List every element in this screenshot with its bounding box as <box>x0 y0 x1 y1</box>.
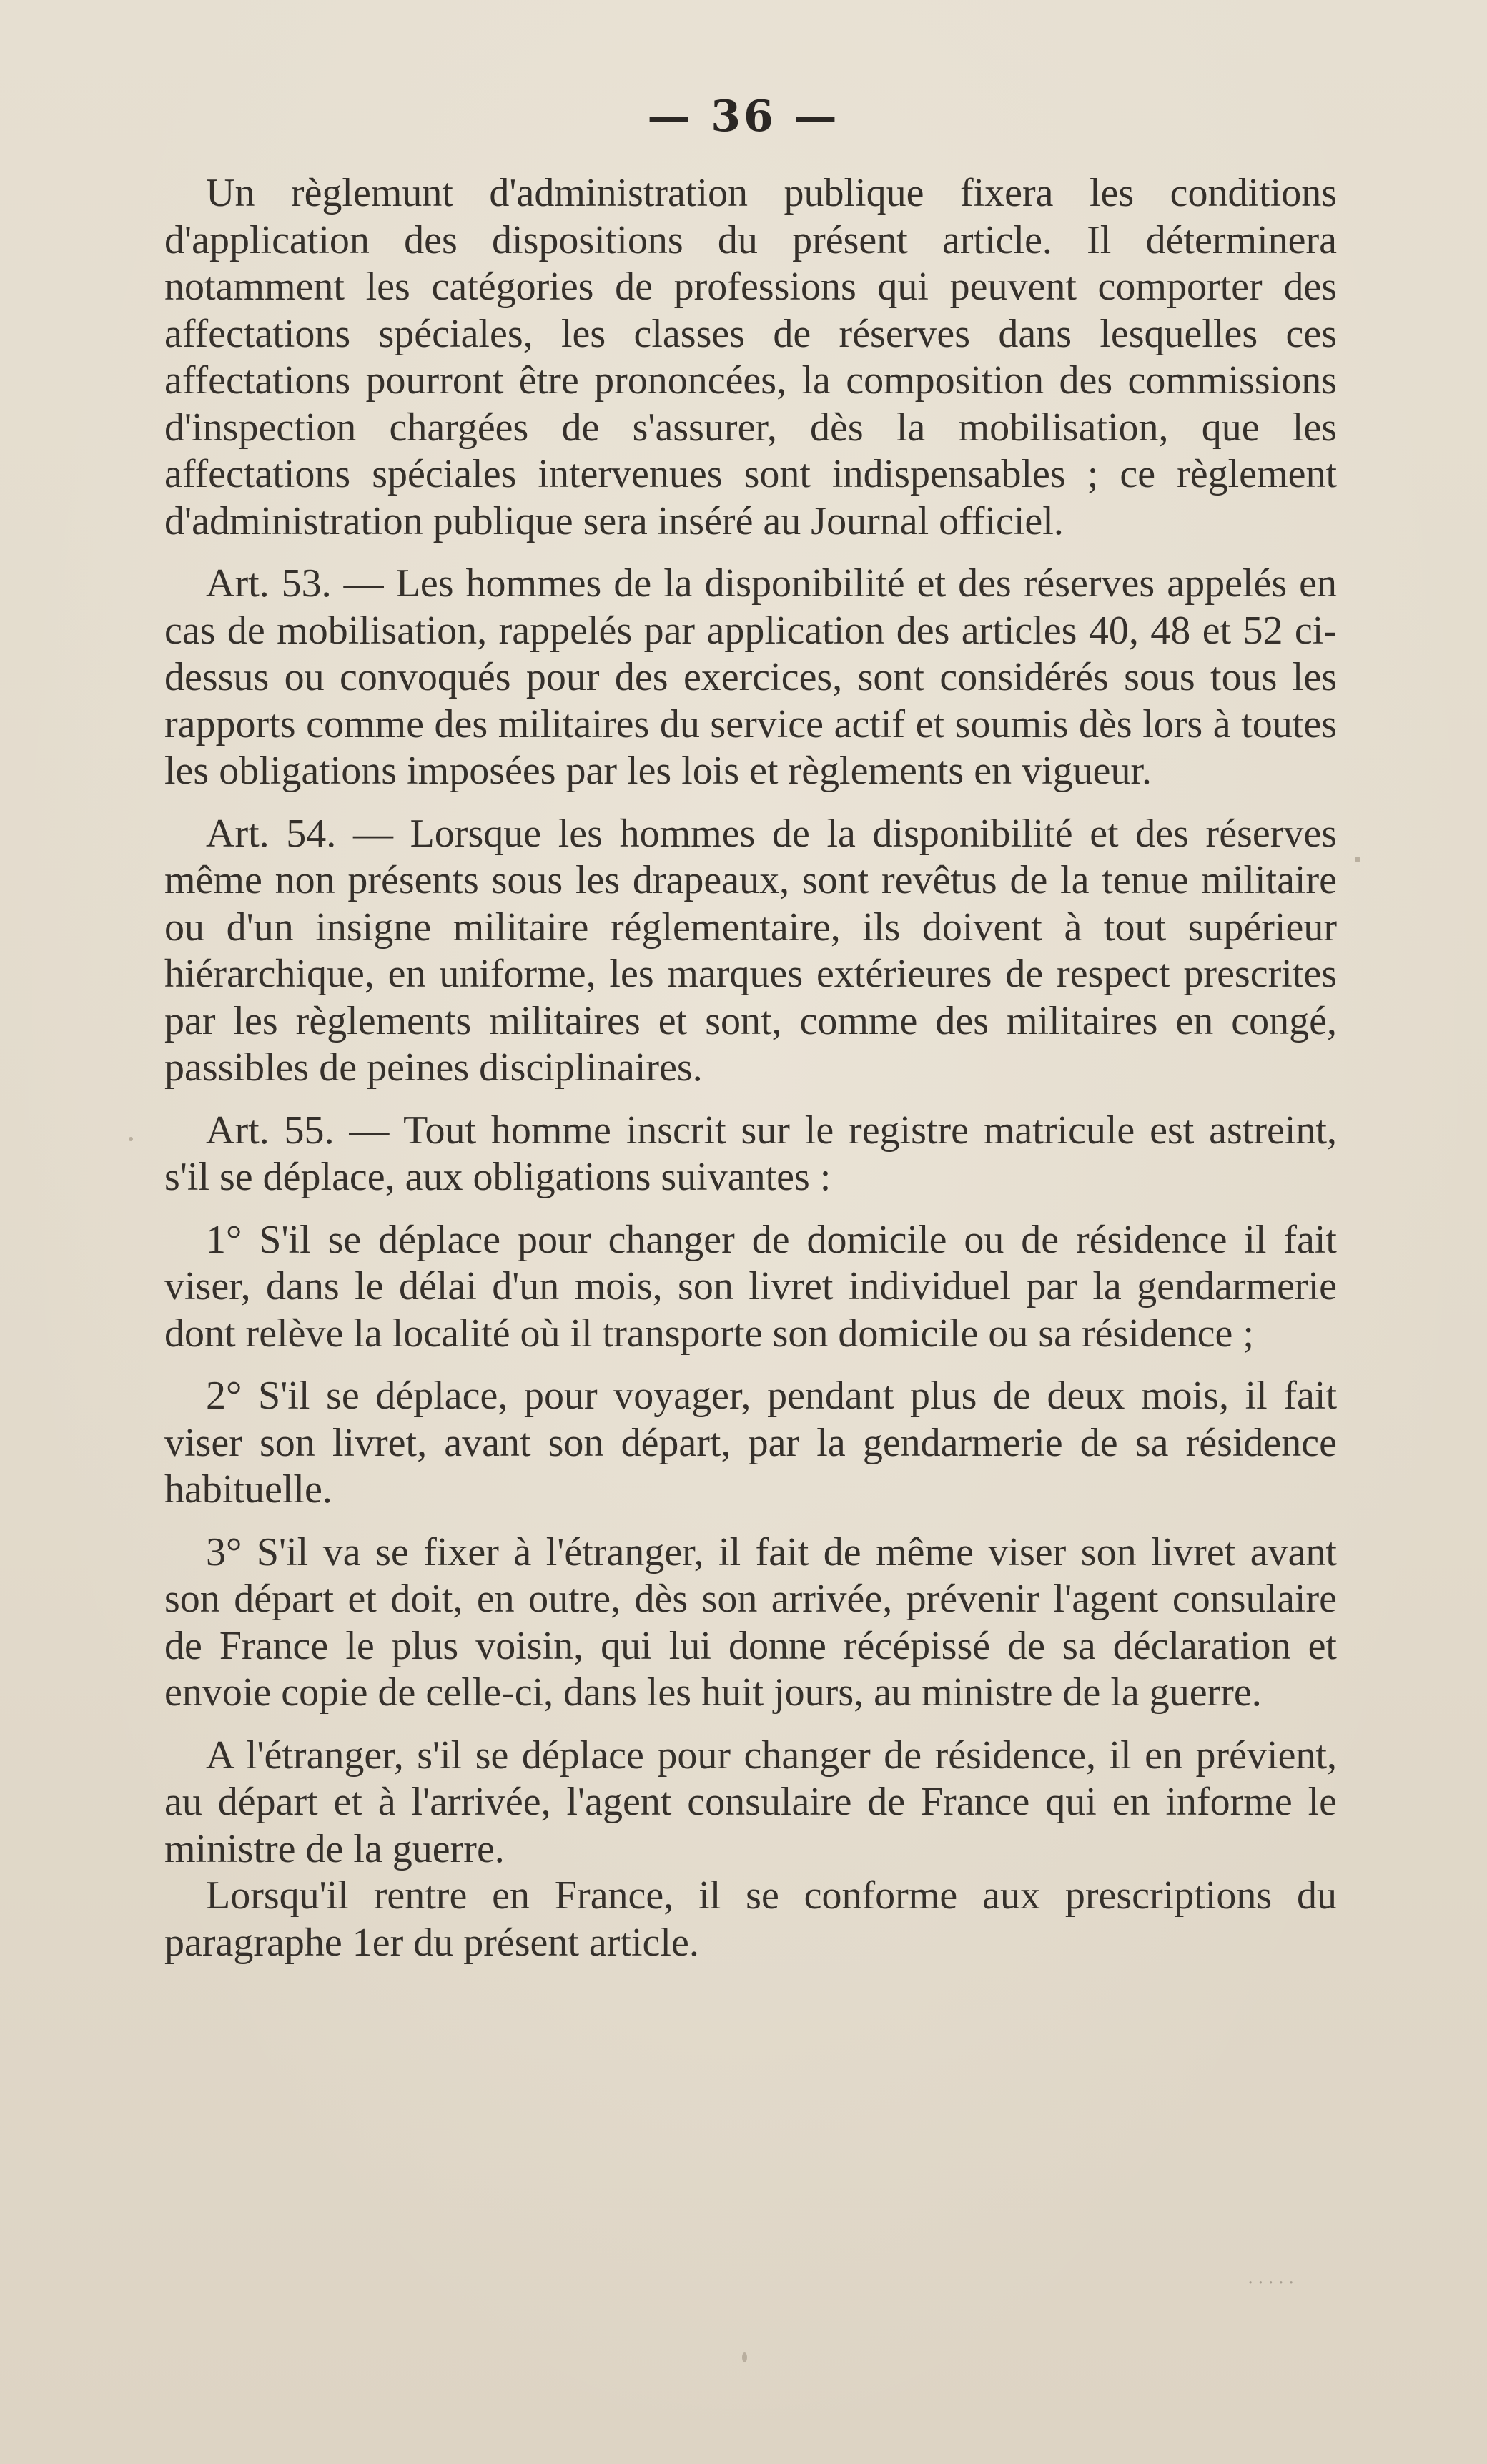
paragraph-abroad: A l'étranger, s'il se déplace pour changer de résidence, il en prévient, au départ et à l'arrivée, l'agent consulaire de France qui en informe le ministre de la guerre. <box>164 1733 1337 1871</box>
paper-speck <box>1355 857 1360 862</box>
paragraph-obligation-1: 1° S'il se déplace pour changer de domicile ou de résidence il fait viser, dans le délai d'un mois, son livret individuel par la gendarmerie dont relève la localité où il transporte son domicile ou sa résidence ; <box>164 1217 1337 1356</box>
paragraph-article-53: Art. 53. — Les hommes de la disponibilité et des réserves appelés en cas de mobilisation, rappelés par application des articles 40, 48 et 52 ci-dessus ou convoqués pour des exercices, sont considérés sous tous les rapports comme des militaires du service actif et soumis dès lors à toutes les obligations imposées par les lois et règlements en vigueur. <box>164 561 1337 793</box>
paragraph-obligation-2: 2° S'il se déplace, pour voyager, pendant plus de deux mois, il fait viser son livret, avant son départ, par la gendarmerie de sa résidence habituelle. <box>164 1374 1337 1512</box>
paragraph-regulation: Un règlemunt d'administration publique fixera les conditions d'application des dispositions du présent article. Il déterminera notamment les catégories de professions qui peuvent comporter des affectations spéciales, les classes de réserves dans lesquelles ces affectations pourront être prononcées, la composition des commissions d'inspection chargées de s'assurer, dès la mobilisation, que les affectations spéciales intervenues sont indispensables ; ce règlement d'administration publique sera inséré au Journal officiel. <box>164 171 1337 543</box>
page-number: — 36 — <box>647 92 840 142</box>
paragraph-article-55: Art. 55. — Tout homme inscrit sur le registre matricule est astreint, s'il se déplace, aux obligations suivantes : <box>164 1108 1337 1199</box>
body-text <box>164 170 1337 1966</box>
paper-blemish: ····· <box>1248 2272 1299 2294</box>
paragraph-article-54: Art. 54. — Lorsque les hommes de la disponibilité et des réserves même non présents sous les drapeaux, sont revêtus de la tenue militaire ou d'un insigne militaire réglementaire, ils doivent à tout supérieur hiérarchique, en uniforme, les marques extérieures de respect prescrites par les règlements militaires et sont, comme des militaires en congé, passibles de peines disciplinaires. <box>164 811 1337 1090</box>
paper-speck <box>129 1137 133 1141</box>
paragraph-return: Lorsqu'il rentre en France, il se conforme aux prescriptions du paragraphe 1er du présent article. <box>164 1873 1337 1965</box>
paragraph-obligation-3: 3° S'il va se fixer à l'étranger, il fait de même viser son livret avant son départ et doit, en outre, dès son arrivée, prévenir l'agent consulaire de France le plus voisin, qui lui donne récépissé de sa déclaration et envoie copie de celle-ci, dans les huit jours, au ministre de la guerre. <box>164 1529 1337 1715</box>
paper-speck <box>742 2352 747 2362</box>
